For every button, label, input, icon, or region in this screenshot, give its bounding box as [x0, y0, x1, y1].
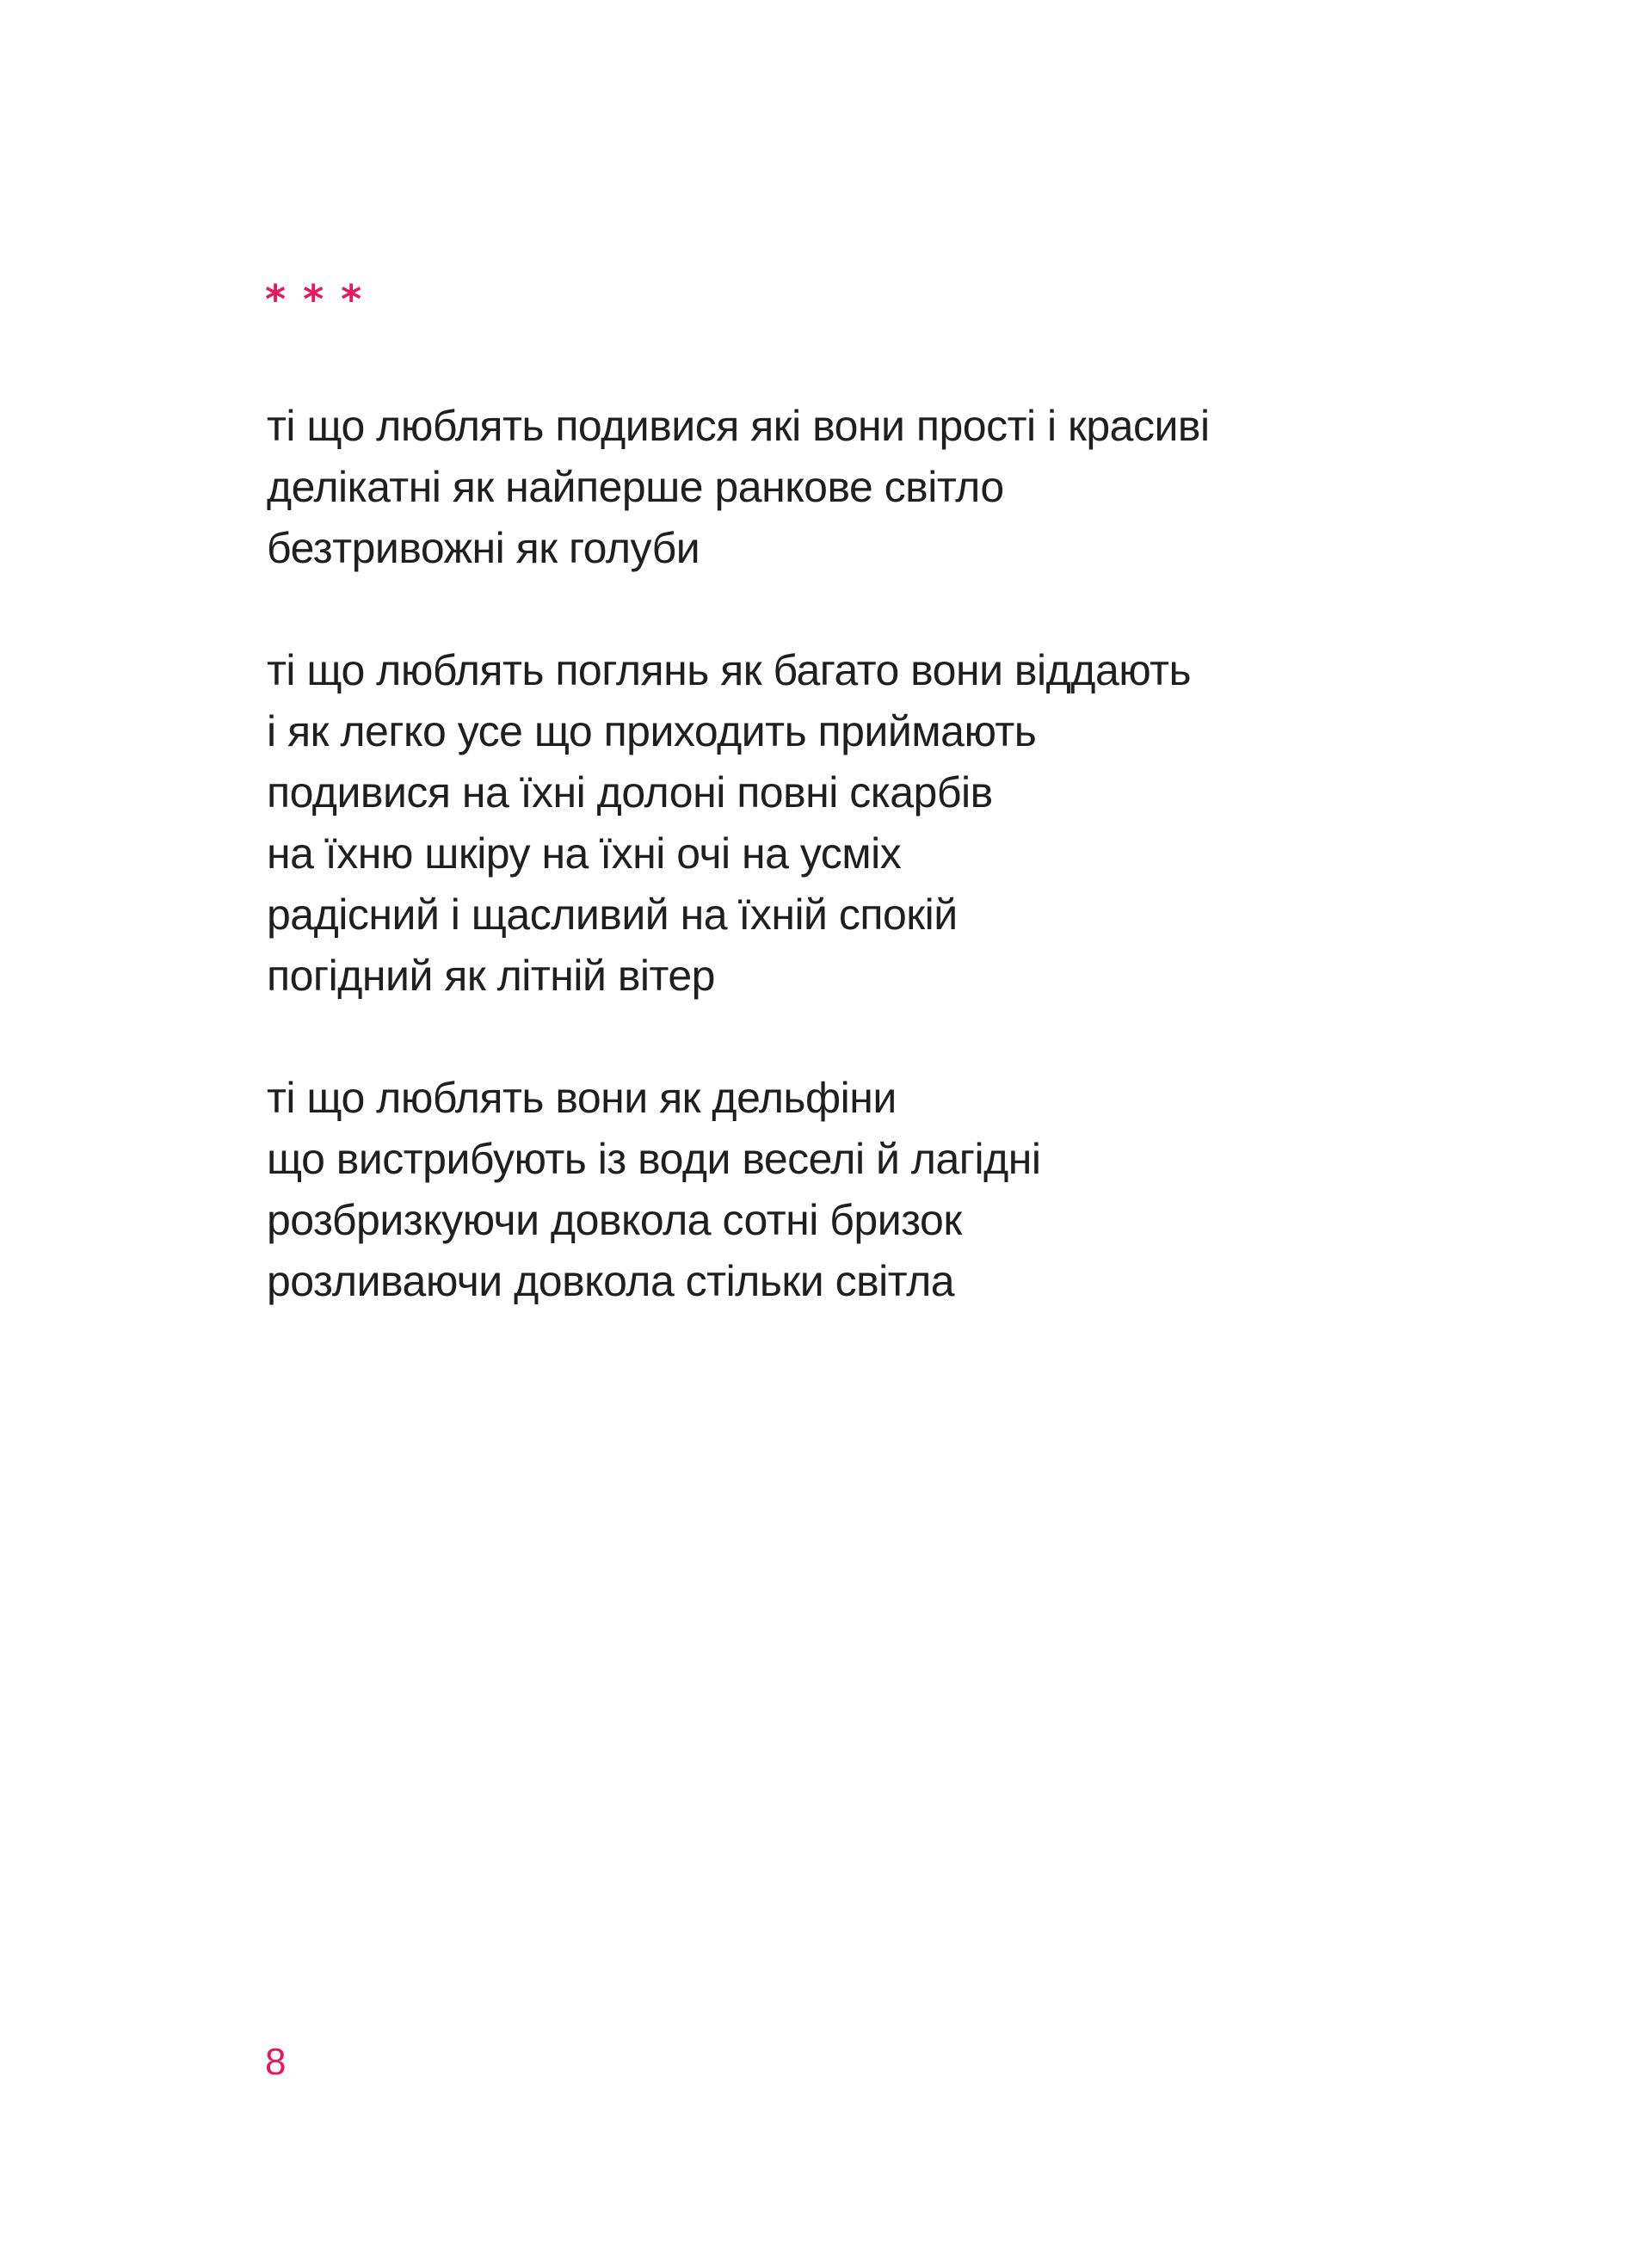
poem-line: подивися на їхні долоні повні скарбів: [267, 768, 993, 816]
poem-stanza-2: [267, 640, 1471, 1007]
section-ornament: * * *: [265, 276, 364, 323]
poem-line: ті що люблять подивися які вони прості і красиві: [267, 402, 1210, 450]
poem-line: радісний і щасливий на їхній спокій: [267, 890, 958, 939]
poem-line: розбризкуючи довкола сотні бризок: [267, 1196, 962, 1244]
poem-line: і як легко усе що приходить приймають: [267, 707, 1037, 755]
page-number: 8: [265, 2041, 287, 2083]
poem-stanza-3: [267, 1068, 1471, 1312]
poem-line: що вистрибують із води веселі й лагідні: [267, 1135, 1041, 1183]
poem-line: ті що люблять поглянь як багато вони віддають: [267, 646, 1192, 694]
poem-stanza-1: [267, 396, 1471, 579]
poem-line: безтривожні як голуби: [267, 524, 700, 572]
poem-line: на їхню шкіру на їхні очі на усміх: [267, 829, 902, 878]
poem-line: погідний як літній вітер: [267, 952, 715, 1000]
poem-line: розливаючи довкола стільки світла: [267, 1257, 955, 1305]
poem-line: ті що люблять вони як дельфіни: [267, 1074, 897, 1122]
poem-line: делікатні як найперше ранкове світло: [267, 463, 1004, 511]
poem: [267, 396, 1471, 1312]
